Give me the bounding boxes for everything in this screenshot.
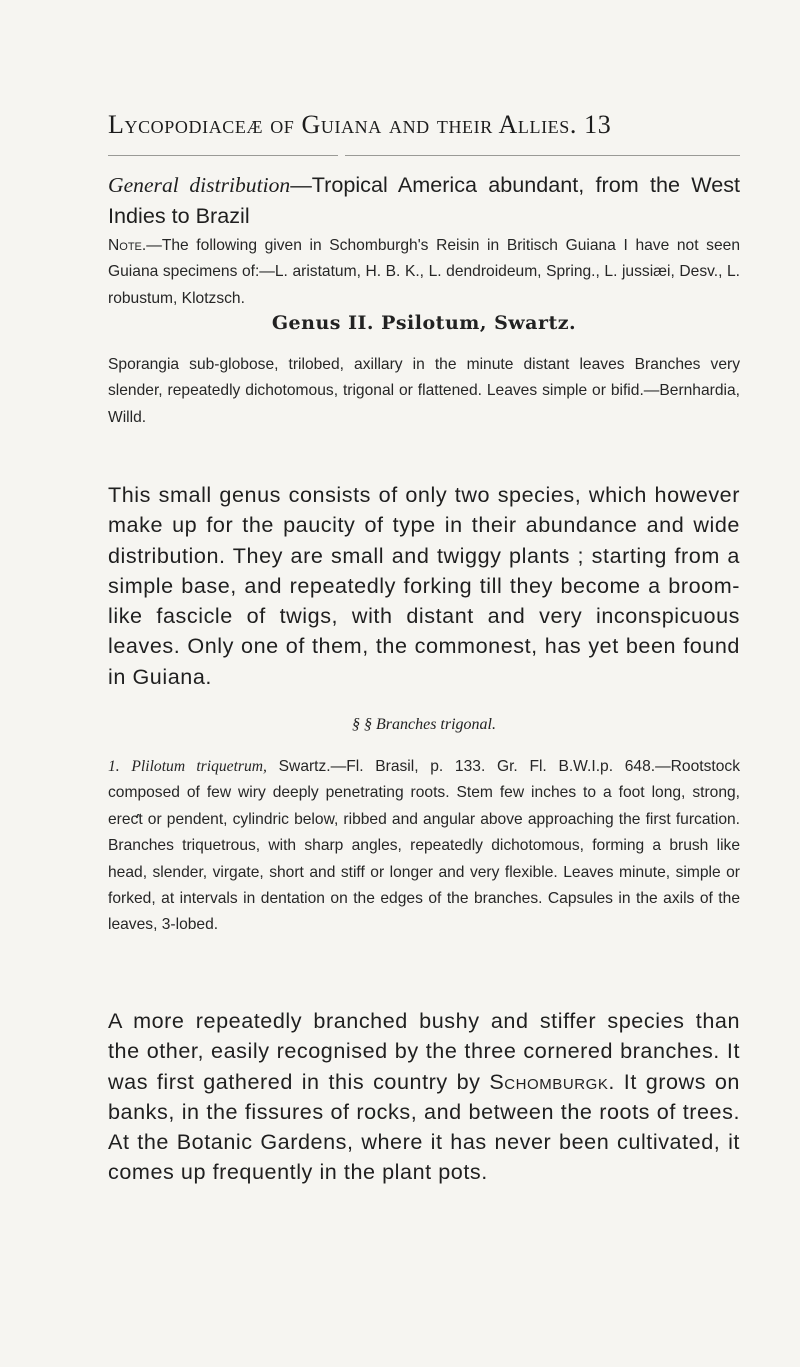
genus-paragraph: This small genus consists of only two species, which however make up for the paucity of type in their abundance and wide distribution. They are small and twiggy plants ; starting from a simple base, and repeatedly forking till they become a broom-like fascicle of twigs, with distant and very inconspicuous leaves. Only one of them, the commonest, has yet been found in Guiana. bbox=[108, 482, 740, 689]
general-distribution-paragraph bbox=[108, 170, 740, 231]
section-heading: § § Branches trigonal. bbox=[352, 716, 496, 733]
header-rule-left bbox=[108, 155, 338, 156]
species-text: Swartz.—Fl. Brasil, p. 133. Gr. Fl. B.W.I.p. 648.—Rootstock composed of few wiry deeply penetrating roots. Stem few inches to a foot long, strong, ereƈt or pendent, cylindric below, ribbed and angular above approaching the first furcation. Branches triquetrous, with sharp angles, repeatedly dichotomous, forming a brush like head, slender, virgate, short and stiff or longer and very flexible. Leaves minute, simple or forked, at intervals in dentation on the edges of the branches. Capsules in the axils of the leaves, 3-lobed. bbox=[108, 758, 740, 934]
genus-description: Sporangia sub-globose, trilobed, axillary in the minute distant leaves Branches very slender, repeatedly dichotomous, trigonal or flattened. Leaves simple or bifid.—Bernhardia, Willd. bbox=[108, 356, 740, 426]
species-name: Plilotum triquetrum, bbox=[131, 758, 267, 775]
species-description bbox=[108, 754, 740, 939]
running-head bbox=[108, 110, 748, 140]
note-label: Note. bbox=[108, 237, 147, 254]
general-distribution-text: —Tropical America abundant, from the West Indies to Brazil bbox=[108, 172, 740, 228]
collector-name: Schomburgk bbox=[489, 1068, 609, 1094]
running-head-text: Lycopodiaceæ of Guiana and their Allies. 13 bbox=[108, 110, 612, 139]
header-rule-right bbox=[345, 155, 740, 156]
general-distribution-label: General distribution bbox=[108, 173, 291, 197]
note-text: —The following given in Schomburgh's Reisin in Britisch Guiana I have not seen Guiana specimens of:—L. aristatum, H. B. K., L. dendroideum, Spring., L. jussiæi, Desv., L. robustum, Klotzsch. bbox=[108, 237, 740, 307]
closing-paragraph bbox=[108, 1006, 740, 1188]
closing-text-after: . It grows on banks, in the fissures of rocks, and between the roots of trees. At the Botanic Gardens, where it has never been cultivated, it comes up frequently in the plant pots. bbox=[108, 1068, 740, 1185]
note-paragraph bbox=[108, 233, 740, 312]
closing-text-before: A more repeatedly branched bushy and stiffer species than the other, easily recognised by the three cornered branches. It was first gathered in this country by bbox=[108, 1008, 740, 1094]
species-number: 1. bbox=[108, 758, 120, 775]
genus-heading: Genus II. Psilotum, Swartz. bbox=[271, 312, 577, 334]
